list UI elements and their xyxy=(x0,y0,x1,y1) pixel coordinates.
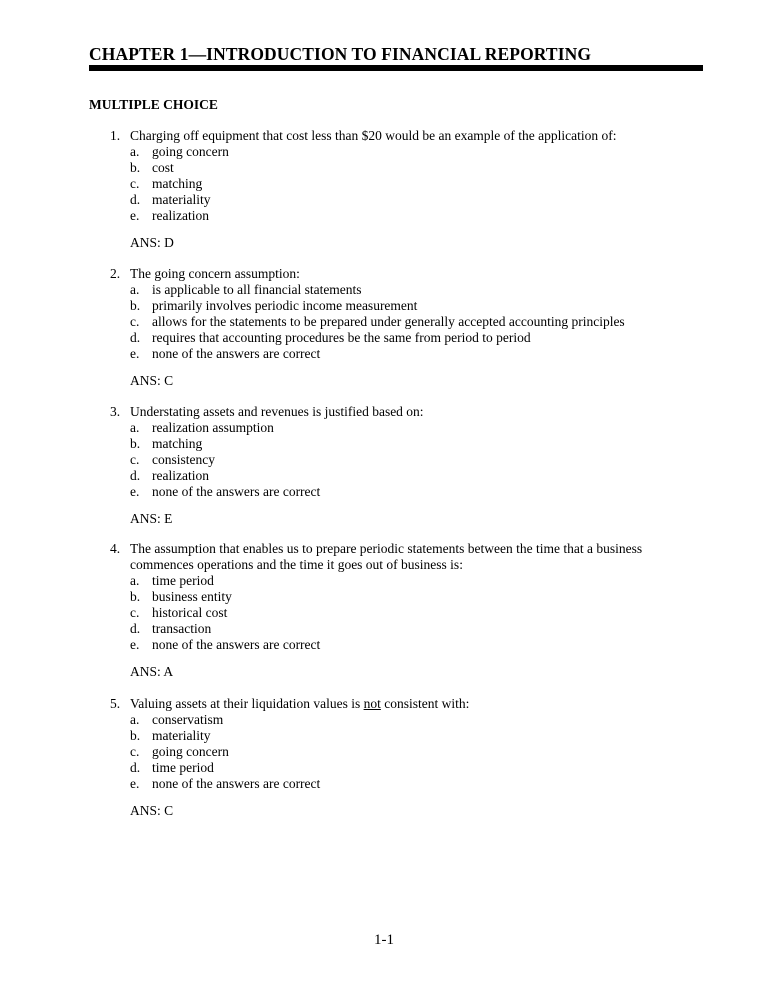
option-text: none of the answers are correct xyxy=(152,637,321,652)
option-text: historical cost xyxy=(152,605,228,620)
option-text: going concern xyxy=(152,744,229,759)
option-letter: a. xyxy=(130,573,140,588)
option-text: business entity xyxy=(152,589,232,604)
option-letter: c. xyxy=(130,314,140,329)
answer-line: ANS: C xyxy=(130,803,174,818)
stem-line: Understating assets and revenues is justified based on: xyxy=(130,404,424,419)
answer-line: ANS: C xyxy=(130,373,174,388)
answer-line: ANS: A xyxy=(130,664,174,679)
question-number: 4. xyxy=(110,541,121,556)
option-letter: a. xyxy=(130,712,140,727)
option-letter: e. xyxy=(130,484,140,499)
stem-underlined-word: not xyxy=(363,696,381,711)
option-letter: d. xyxy=(130,330,141,345)
question-number: 3. xyxy=(110,404,121,419)
option-letter: c. xyxy=(130,605,140,620)
answer-line: ANS: E xyxy=(130,511,173,526)
page-number: 1-1 xyxy=(374,932,394,948)
question-stem xyxy=(130,541,690,573)
option-letter: b. xyxy=(130,160,141,175)
stem-line: commences operations and the time it goes out of business is: xyxy=(130,557,463,572)
option-letter: b. xyxy=(130,589,141,604)
option-text: matching xyxy=(152,436,203,451)
option-text: materiality xyxy=(152,728,211,743)
option-letter: b. xyxy=(130,436,141,451)
question-stem xyxy=(130,128,690,144)
option-text: none of the answers are correct xyxy=(152,484,321,499)
option-text: none of the answers are correct xyxy=(152,346,321,361)
option-letter: a. xyxy=(130,282,140,297)
question-number: 1. xyxy=(110,128,121,143)
option-text: realization assumption xyxy=(152,420,274,435)
option-text: primarily involves periodic income measurement xyxy=(152,298,418,313)
option-text: transaction xyxy=(152,621,212,636)
option-text: none of the answers are correct xyxy=(152,776,321,791)
option-letter: d. xyxy=(130,192,141,207)
stem-line: Charging off equipment that cost less than $20 would be an example of the application of: xyxy=(130,128,617,143)
option-text: allows for the statements to be prepared under generally accepted accounting principles xyxy=(152,314,625,329)
option-letter: d. xyxy=(130,760,141,775)
option-letter: a. xyxy=(130,420,140,435)
section-heading: MULTIPLE CHOICE xyxy=(89,97,218,112)
question-stem xyxy=(130,404,690,420)
option-letter: b. xyxy=(130,728,141,743)
option-letter: e. xyxy=(130,208,140,223)
option-text: going concern xyxy=(152,144,229,159)
stem-line xyxy=(130,696,690,712)
chapter-title: CHAPTER 1—INTRODUCTION TO FINANCIAL REPORTING xyxy=(89,44,592,64)
option-text: consistency xyxy=(152,452,215,467)
stem-line: The going concern assumption: xyxy=(130,266,300,281)
option-letter: a. xyxy=(130,144,140,159)
option-letter: e. xyxy=(130,346,140,361)
option-text: requires that accounting procedures be the same from period to period xyxy=(152,330,531,345)
question-stem xyxy=(130,696,690,712)
option-text: realization xyxy=(152,468,209,483)
question-stem xyxy=(130,266,690,282)
option-text: realization xyxy=(152,208,209,223)
option-letter: e. xyxy=(130,637,140,652)
option-letter: c. xyxy=(130,176,140,191)
option-text: conservatism xyxy=(152,712,224,727)
option-letter: d. xyxy=(130,621,141,636)
option-text: materiality xyxy=(152,192,211,207)
option-text: time period xyxy=(152,760,214,775)
stem-text: consistent with: xyxy=(380,696,470,711)
option-text: is applicable to all financial statements xyxy=(152,282,362,297)
question-number: 2. xyxy=(110,266,121,281)
option-letter: b. xyxy=(130,298,141,313)
question-number: 5. xyxy=(110,696,121,711)
stem-text: Valuing assets at their liquidation values is xyxy=(130,696,364,711)
option-text: time period xyxy=(152,573,214,588)
stem-line: The assumption that enables us to prepare periodic statements between the time that a business xyxy=(130,541,643,556)
option-letter: c. xyxy=(130,744,140,759)
option-letter: d. xyxy=(130,468,141,483)
option-text: cost xyxy=(152,160,174,175)
answer-line: ANS: D xyxy=(130,235,174,250)
option-text: matching xyxy=(152,176,203,191)
option-letter: e. xyxy=(130,776,140,791)
option-letter: c. xyxy=(130,452,140,467)
